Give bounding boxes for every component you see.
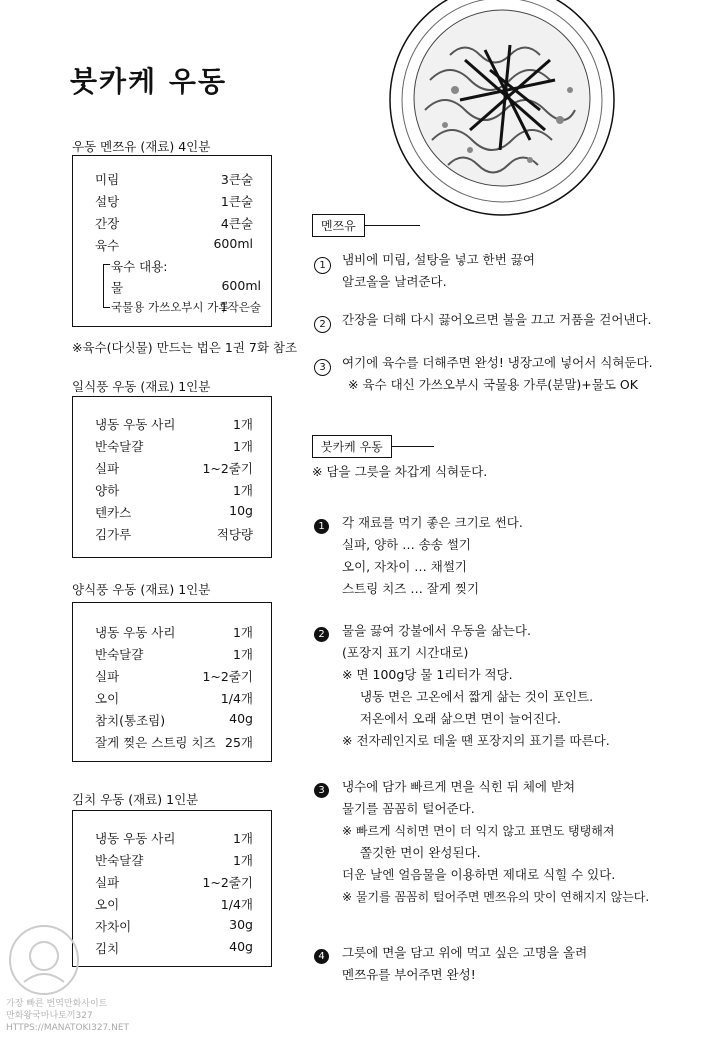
divider bbox=[365, 225, 420, 226]
step-line: 냄비에 미림, 설탕을 넣고 한번 끓여 bbox=[342, 252, 535, 267]
step-line: 스트링 치즈 … 잘게 찢기 bbox=[342, 581, 480, 596]
ingredient-qty: 1~2줄기 bbox=[202, 461, 253, 476]
mentsuyu-step-2 bbox=[342, 309, 652, 331]
mentsuyu-label: 우동 멘쯔유 (재료) 4인분 bbox=[72, 139, 211, 154]
watermark-line: 만화왕국마나토끼327 bbox=[6, 1011, 93, 1021]
ingredient-name: 오이 bbox=[95, 691, 120, 706]
step-number-badge: 1 bbox=[314, 519, 329, 534]
ingredient-qty: 1~2줄기 bbox=[202, 669, 253, 684]
watermark-line: 가장 빠른 번역만화사이트 bbox=[6, 999, 108, 1009]
ingredient-qty: 3큰술 bbox=[220, 172, 253, 187]
step-line: 물기를 꼼꼼히 털어준다. bbox=[342, 801, 475, 816]
step-line: 물을 끓여 강불에서 우동을 삶는다. bbox=[342, 623, 531, 638]
ingredient-qty: 40g bbox=[229, 711, 253, 726]
ingredient-name: 참치(통조림) bbox=[95, 713, 166, 728]
ingredient-name: 양하 bbox=[95, 483, 120, 498]
step-line: 각 재료를 먹기 좋은 크기로 썬다. bbox=[342, 515, 523, 530]
ingredient-qty: 1개 bbox=[232, 439, 253, 454]
ingredient-name: 김치 bbox=[95, 941, 120, 956]
bukkake-note: ※ 담을 그릇을 차갑게 식혀둔다. bbox=[312, 464, 488, 479]
step-number-badge: 4 bbox=[314, 949, 329, 964]
ingredient-qty: 1큰술 bbox=[220, 194, 253, 209]
step-line: ※ 물기를 꼼꼼히 털어주면 멘쯔유의 맛이 연해지지 않는다. bbox=[342, 890, 650, 904]
step-number-badge: 2 bbox=[314, 316, 331, 333]
ingredient-name: 냉동 우동 사리 bbox=[95, 417, 176, 432]
bukkake-tag: 붓카케 우동 bbox=[312, 435, 392, 458]
mentsuyu-step-3 bbox=[342, 352, 653, 396]
step-line: ※ 전자레인지로 데울 땐 포장지의 표기를 따른다. bbox=[342, 733, 610, 748]
mentsuyu-tag: 멘쯔유 bbox=[312, 214, 365, 237]
mentsuyu-section-header bbox=[312, 214, 420, 237]
ingredient-name: 텐카스 bbox=[95, 505, 132, 520]
ingredient-name: 간장 bbox=[95, 216, 120, 231]
substitute-label: 육수 대용: bbox=[111, 259, 168, 274]
step-line: 실파, 양하 … 송송 썰기 bbox=[342, 537, 471, 552]
bukkake-step-4 bbox=[342, 942, 587, 986]
western-udon-label: 양식풍 우동 (재료) 1인분 bbox=[72, 582, 211, 597]
page-title: 붓카케 우동 bbox=[70, 65, 227, 98]
ingredient-qty: 1개 bbox=[232, 831, 253, 846]
ingredient-name: 국물용 가쓰오부시 가루 bbox=[111, 300, 230, 314]
step-number-badge: 3 bbox=[314, 783, 329, 798]
ingredient-name: 육수 bbox=[95, 238, 120, 253]
step-line: ※ 면 100g당 물 1리터가 적당. bbox=[342, 667, 513, 682]
step-line: 더운 날엔 얼음물을 이용하면 제대로 식힐 수 있다. bbox=[342, 867, 616, 882]
step-line: 그릇에 면을 담고 위에 먹고 싶은 고명을 올려 bbox=[342, 945, 588, 960]
ingredient-name: 반숙달걀 bbox=[95, 853, 144, 868]
ingredient-qty: 600ml bbox=[213, 236, 253, 251]
udon-bowl-illustration bbox=[370, 0, 720, 235]
step-line: 알코올을 날려준다. bbox=[342, 274, 447, 289]
mentsuyu-ingredient-box bbox=[72, 155, 272, 327]
ingredient-name: 잘게 찢은 스트링 치즈 bbox=[95, 735, 216, 750]
step-line: 오이, 자차이 … 채썰기 bbox=[342, 559, 467, 574]
ingredient-name: 실파 bbox=[95, 669, 120, 684]
kimchi-udon-label: 김치 우동 (재료) 1인분 bbox=[72, 792, 199, 807]
step-line: 저온에서 오래 삶으면 면이 늘어진다. bbox=[360, 711, 561, 726]
western-ingredient-box bbox=[72, 602, 272, 762]
ingredient-qty: 4큰술 bbox=[220, 216, 253, 231]
ingredient-qty: 1/4개 bbox=[220, 897, 253, 912]
step-number-badge: 1 bbox=[314, 257, 331, 274]
ingredient-qty: 적당량 bbox=[216, 527, 253, 542]
ingredient-qty: 40g bbox=[229, 939, 253, 954]
watermark-line: HTTPS://MANATOKI327.NET bbox=[6, 1023, 130, 1033]
step-line: 멘쯔유를 부어주면 완성! bbox=[342, 967, 476, 982]
step-number-badge: 2 bbox=[314, 627, 329, 642]
step-line: ※ 육수 대신 가쓰오부시 국물용 가루(분말)+물도 OK bbox=[348, 377, 638, 392]
step-line: 냉수에 담가 빠르게 면을 식힌 뒤 체에 받쳐 bbox=[342, 779, 576, 794]
ingredient-qty: 1개 bbox=[232, 483, 253, 498]
substitute-bracket bbox=[103, 264, 110, 308]
ingredient-qty: 1개 bbox=[232, 417, 253, 432]
ingredient-name: 실파 bbox=[95, 461, 120, 476]
ingredient-name: 미림 bbox=[95, 172, 120, 187]
japanese-ingredient-box bbox=[72, 396, 272, 558]
watermark-logo-icon bbox=[4, 920, 84, 1000]
ingredient-qty: 1개 bbox=[232, 853, 253, 868]
ingredient-qty: 600ml bbox=[221, 278, 261, 293]
watermark-text bbox=[6, 998, 129, 1034]
bukkake-step-3 bbox=[342, 776, 649, 908]
ingredient-qty: 25개 bbox=[225, 735, 253, 750]
ingredient-name: 물 bbox=[111, 280, 124, 295]
ingredient-qty: 1~2줄기 bbox=[202, 875, 253, 890]
ingredient-qty: 10g bbox=[229, 503, 253, 518]
ingredient-name: 실파 bbox=[95, 875, 120, 890]
step-line: 간장을 더해 다시 끓어오르면 불을 끄고 거품을 걷어낸다. bbox=[342, 312, 652, 327]
ingredient-name: 자차이 bbox=[95, 919, 132, 934]
ingredient-qty: 30g bbox=[229, 917, 253, 932]
mentsuyu-note: ※육수(다싯물) 만드는 법은 1권 7화 참조 bbox=[72, 340, 298, 355]
ingredient-name: 김가루 bbox=[95, 527, 132, 542]
ingredient-name: 냉동 우동 사리 bbox=[95, 831, 176, 846]
ingredient-name: 냉동 우동 사리 bbox=[95, 625, 176, 640]
ingredient-name: 반숙달걀 bbox=[95, 647, 144, 662]
ingredient-name: 반숙달걀 bbox=[95, 439, 144, 454]
bukkake-step-2 bbox=[342, 620, 610, 752]
ingredient-qty: 1작은술 bbox=[220, 300, 261, 314]
bukkake-section-header bbox=[312, 435, 434, 458]
step-line: ※ 빠르게 식히면 면이 더 익지 않고 표면도 탱탱해져 bbox=[342, 824, 615, 838]
step-number-badge: 3 bbox=[314, 359, 331, 376]
ingredient-qty: 1개 bbox=[232, 625, 253, 640]
ingredient-qty: 1/4개 bbox=[220, 691, 253, 706]
step-line: 쫄깃한 면이 완성된다. bbox=[360, 845, 481, 860]
step-line: 여기에 육수를 더해주면 완성! 냉장고에 넣어서 식혀둔다. bbox=[342, 355, 653, 370]
ingredient-name: 오이 bbox=[95, 897, 120, 912]
step-line: 냉동 면은 고온에서 짧게 삶는 것이 포인트. bbox=[360, 689, 594, 704]
divider bbox=[392, 446, 434, 447]
kimchi-ingredient-box bbox=[72, 810, 272, 967]
ingredient-qty: 1개 bbox=[232, 647, 253, 662]
mentsuyu-step-1 bbox=[342, 249, 535, 293]
japanese-udon-label: 일식풍 우동 (재료) 1인분 bbox=[72, 379, 211, 394]
ingredient-name: 설탕 bbox=[95, 194, 120, 209]
step-line: (포장지 표기 시간대로) bbox=[342, 645, 469, 660]
bukkake-step-1 bbox=[342, 512, 523, 600]
